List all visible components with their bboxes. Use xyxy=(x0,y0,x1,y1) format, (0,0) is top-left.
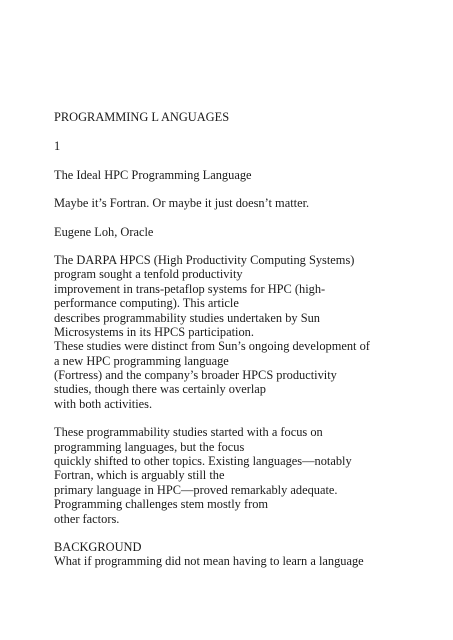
section-heading: PROGRAMMING L ANGUAGES xyxy=(54,110,230,124)
paragraph-line: The DARPA HPCS (High Productivity Computing Systems) xyxy=(54,252,355,267)
paragraph-intro xyxy=(54,253,446,411)
document-body xyxy=(54,110,446,569)
paragraph-line: Programming challenges stem mostly from xyxy=(54,497,269,512)
paragraph-line: a new HPC programming language xyxy=(54,353,229,368)
paragraph-line: performance computing). This article xyxy=(54,296,239,311)
article-author: Eugene Loh, Oracle xyxy=(54,224,154,239)
paragraph-line: quickly shifted to other topics. Existing languages—notably xyxy=(54,454,352,469)
paragraph-line: other factors. xyxy=(54,511,120,526)
paragraph-studies xyxy=(54,425,446,526)
paragraph-line: (Fortress) and the company’s broader HPCS productivity xyxy=(54,368,337,383)
paragraph-line: primary language in HPC—proved remarkably adequate. xyxy=(54,482,338,497)
paragraph-line: improvement in trans-petaflop systems for HPC (high- xyxy=(54,281,326,296)
paragraph-line: These programmability studies started with a focus on xyxy=(54,425,323,440)
page-number: 1 xyxy=(54,139,61,154)
paragraph-line: Microsystems in its HPCS participation. xyxy=(54,324,254,339)
background-first-line: What if programming did not mean having to learn a language xyxy=(54,554,364,569)
article-title: The Ideal HPC Programming Language xyxy=(54,167,252,182)
paragraph-line: These studies were distinct from Sun’s ongoing development of xyxy=(54,339,370,354)
paragraph-line: describes programmability studies undertaken by Sun xyxy=(54,310,320,325)
paragraph-line: studies, though there was certainly overlap xyxy=(54,382,266,397)
paragraph-line: program sought a tenfold productivity xyxy=(54,267,243,282)
article-subtitle: Maybe it’s Fortran. Or maybe it just doesn’t matter. xyxy=(54,196,310,211)
paragraph-line: with both activities. xyxy=(54,396,153,411)
paragraph-line: programming languages, but the focus xyxy=(54,439,245,454)
paragraph-line: Fortran, which is arguably still the xyxy=(54,468,225,483)
background-heading: BACKGROUND xyxy=(54,539,142,554)
